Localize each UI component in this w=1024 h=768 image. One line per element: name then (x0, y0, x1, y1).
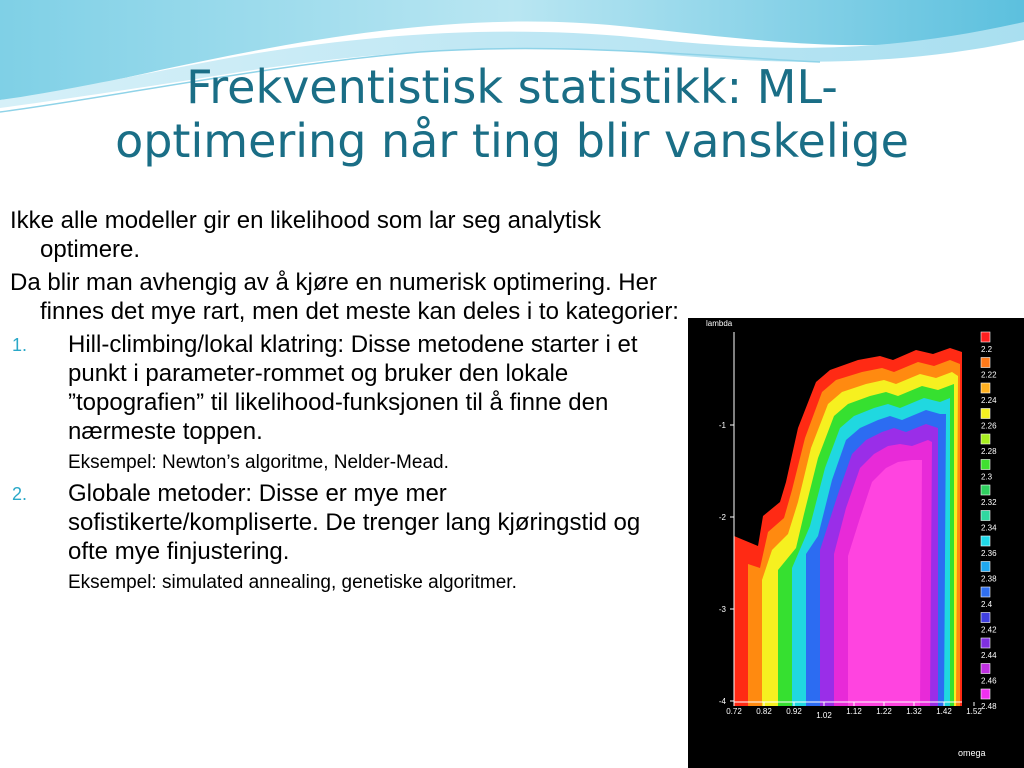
list-number: 1. (12, 335, 28, 355)
legend-label: 2.22 (981, 370, 997, 380)
list-item (10, 330, 682, 475)
list-item-text: Globale metoder: Disse er mye mer sofistikerte/kompliserte. De trenger lang kjøringstid og ofte mye finjustering. (68, 480, 641, 565)
list-item-example: Eksempel: Newton’s algoritme, Nelder-Mead. (68, 452, 449, 473)
legend-swatch (981, 511, 990, 521)
legend-swatch (981, 434, 990, 444)
legend-label: 2.34 (981, 523, 997, 533)
y-tick-label: -3 (718, 605, 726, 614)
x-tick-label: 1.32 (906, 707, 922, 716)
slide-title-line2: optimering når ting blir vanskelige (115, 114, 909, 168)
list-item-text: Hill-climbing/lokal klatring: Disse metodene starter i et punkt i parameter-rommet og bruker den lokale ”topografien” til likelihood-funksjonen til å finne den nærmeste toppen. (68, 331, 638, 445)
legend-swatch (981, 536, 990, 546)
x-tick-label: 0.72 (726, 707, 742, 716)
x-tick-label: 1.12 (846, 707, 862, 716)
legend-label: 2.48 (981, 702, 997, 711)
legend-label: 2.28 (981, 447, 997, 456)
y-axis-label: lambda (706, 319, 733, 328)
body-paragraph: Da blir man avhengig av å kjøre en numerisk optimering. Her finnes det mye rart, men det meste kan deles i to kategorier: (10, 269, 679, 325)
legend-label: 2.2 (981, 345, 993, 354)
legend-swatch (981, 358, 990, 368)
slide-title (0, 60, 1024, 168)
legend-label: 2.36 (981, 549, 997, 558)
list-item (10, 479, 682, 595)
y-tick-label: -4 (718, 697, 726, 706)
x-tick-label: 1.02 (816, 711, 832, 720)
legend-label: 2.46 (981, 676, 997, 686)
x-tick-label: 1.22 (876, 707, 892, 716)
legend-label: 2.26 (981, 421, 997, 431)
legend-swatch (981, 638, 990, 648)
legend-swatch (981, 485, 990, 495)
y-tick-label: -1 (718, 421, 726, 430)
x-tick-label: 1.52 (966, 707, 982, 716)
legend-swatch (981, 613, 990, 623)
slide-body (10, 206, 682, 599)
legend-label: 2.24 (981, 396, 997, 405)
list-number: 2. (12, 484, 28, 504)
body-paragraph: Ikke alle modeller gir en likelihood som lar seg analytisk optimere. (10, 207, 601, 263)
legend-label: 2.4 (981, 600, 993, 609)
legend-swatch (981, 562, 990, 572)
list-item-example: Eksempel: simulated annealing, genetiske algoritmer. (68, 572, 517, 593)
x-axis-label: omega (958, 748, 986, 758)
legend-swatch (981, 383, 990, 393)
legend-swatch (981, 664, 990, 674)
likelihood-contour-figure (688, 318, 1024, 768)
legend-swatch (981, 460, 990, 470)
legend-label: 2.38 (981, 574, 997, 584)
legend-swatch (981, 332, 990, 342)
x-tick-label: 1.42 (936, 707, 952, 716)
legend-label: 2.44 (981, 651, 997, 660)
legend-label: 2.42 (981, 625, 997, 635)
x-tick-label: 0.82 (756, 707, 772, 716)
slide-title-line1: Frekventistisk statistikk: ML- (186, 60, 838, 114)
legend-swatch (981, 587, 990, 597)
legend-label: 2.32 (981, 498, 997, 507)
legend-label: 2.3 (981, 472, 993, 482)
legend-swatch (981, 409, 990, 419)
legend-swatch (981, 689, 990, 699)
y-tick-label: -2 (718, 513, 726, 522)
x-tick-label: 0.92 (786, 707, 802, 716)
